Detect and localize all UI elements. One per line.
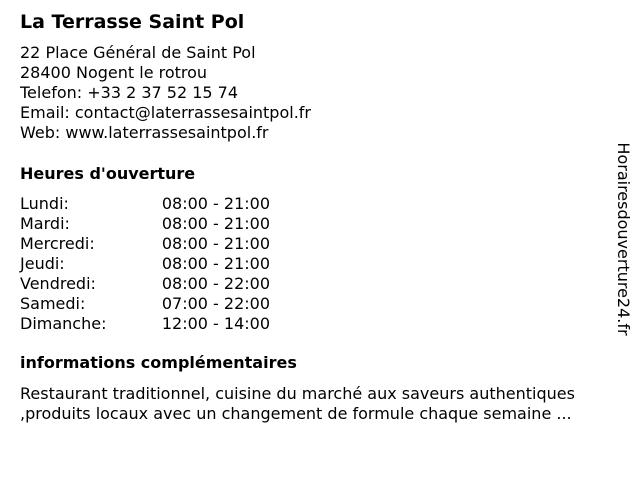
hours-day: Dimanche: xyxy=(20,314,107,333)
hours-day: Lundi: xyxy=(20,194,69,213)
hours-time: 08:00 - 21:00 xyxy=(161,214,270,233)
hours-day: Samedi: xyxy=(20,294,86,313)
address-line-2: 28400 Nogent le rotrou xyxy=(20,63,208,82)
opening-hours-table xyxy=(20,194,270,334)
hours-day: Mercredi: xyxy=(20,234,95,253)
hours-day: Vendredi: xyxy=(20,274,96,293)
address-line-1: 22 Place Général de Saint Pol xyxy=(20,43,256,62)
hours-time: 08:00 - 21:00 xyxy=(161,254,270,273)
hours-row-thursday xyxy=(20,254,270,274)
hours-row-wednesday xyxy=(20,234,270,254)
hours-day: Jeudi: xyxy=(20,254,65,273)
hours-row-friday xyxy=(20,274,270,294)
additional-info-text xyxy=(20,384,620,424)
hours-day: Mardi: xyxy=(20,214,70,233)
site-watermark: Horairesdouverture24.fr xyxy=(614,142,633,336)
hours-time: 08:00 - 21:00 xyxy=(161,234,270,253)
opening-hours-heading: Heures d'ouverture xyxy=(20,164,196,183)
hours-time: 07:00 - 22:00 xyxy=(161,294,270,313)
hours-time: 08:00 - 21:00 xyxy=(161,194,270,213)
additional-info-line-1: Restaurant traditionnel, cuisine du marché aux saveurs authentiques xyxy=(20,384,575,403)
additional-info-heading: informations complémentaires xyxy=(20,353,297,372)
web-line: Web: www.laterrassesaintpol.fr xyxy=(20,123,269,142)
email-line: Email: contact@laterrassesaintpol.fr xyxy=(20,103,311,122)
hours-row-sunday xyxy=(20,314,270,334)
business-name: La Terrasse Saint Pol xyxy=(20,11,245,33)
contact-block xyxy=(20,43,311,143)
hours-row-tuesday xyxy=(20,214,270,234)
hours-time: 08:00 - 22:00 xyxy=(161,274,270,293)
phone-line: Telefon: +33 2 37 52 15 74 xyxy=(20,83,239,102)
hours-row-saturday xyxy=(20,294,270,314)
additional-info-line-2: ,produits locaux avec un changement de formule chaque semaine ... xyxy=(20,404,572,423)
hours-time: 12:00 - 14:00 xyxy=(161,314,270,333)
hours-row-monday xyxy=(20,194,270,214)
